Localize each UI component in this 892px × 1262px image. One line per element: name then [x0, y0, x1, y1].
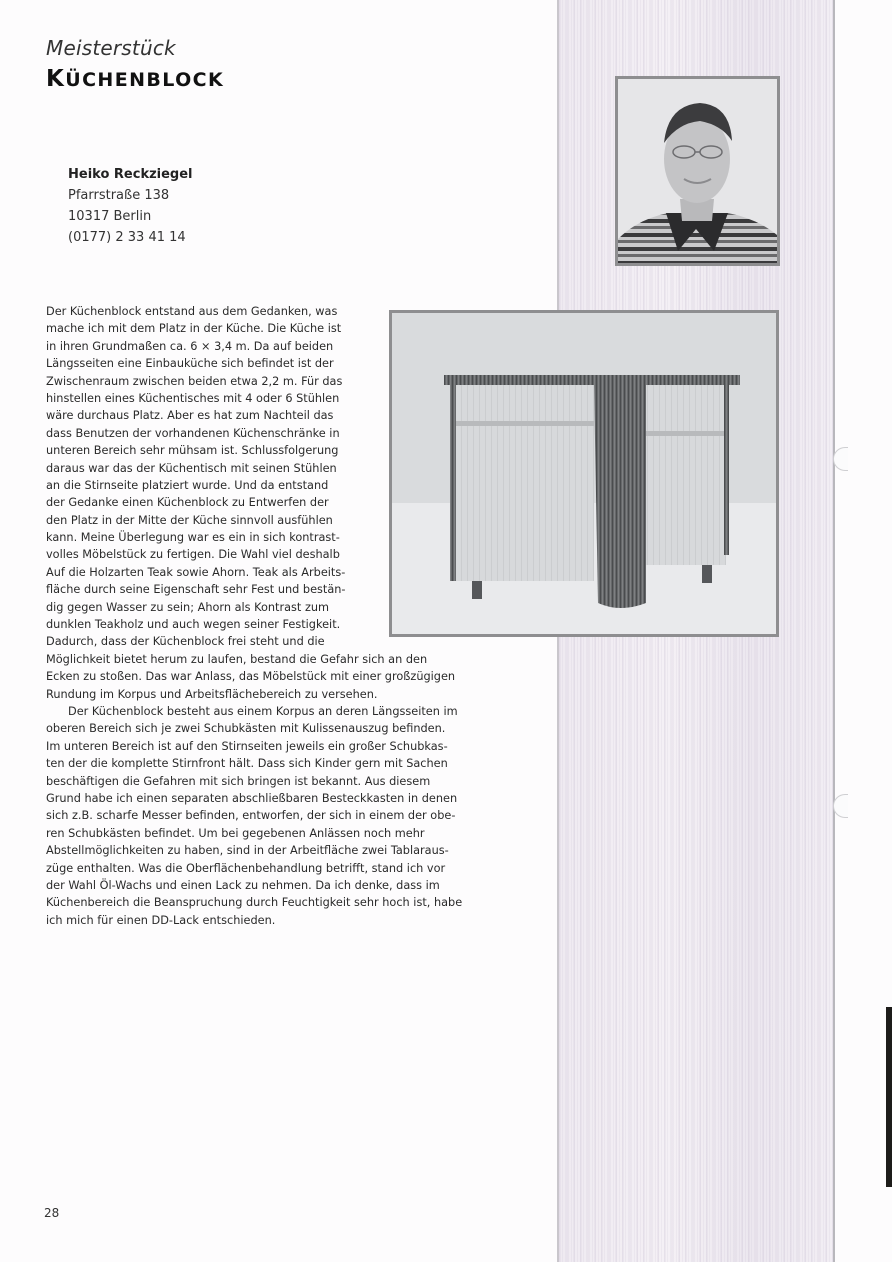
page-number: 28 — [44, 1206, 60, 1220]
body-text-line: ren Schubkästen befindet. Um bei gegebenen Anlässen noch mehr — [46, 826, 425, 840]
body-text-line: der Wahl Öl-Wachs und einen Lack zu nehmen. Da ich denke, dass im — [46, 878, 440, 892]
body-text-line: Auf die Holzarten Teak sowie Ahorn. Teak als Arbeits- — [46, 565, 346, 579]
body-text-line: beschäftigen die Gefahren mit sich bringen ist bekannt. Aus diesem — [46, 774, 431, 788]
body-text-line: kann. Meine Überlegung war es ein in sich kontrast- — [46, 531, 340, 545]
body-text-line: Abstellmöglichkeiten zu haben, sind in der Arbeitfläche zwei Tablaraus- — [46, 844, 449, 858]
body-text-line: ich mich für einen DD-Lack entschieden. — [46, 913, 276, 927]
author-phone: (0177) 2 33 41 14 — [68, 230, 186, 245]
body-text-line: Küchenbereich die Beanspruchung durch Feuchtigkeit sehr hoch ist, habe — [46, 896, 463, 910]
body-text-line: züge enthalten. Was die Oberflächenbehandlung betrifft, stand ich vor — [46, 861, 446, 875]
body-text-line: Der Küchenblock entstand aus dem Gedanken, was — [46, 305, 338, 318]
body-text-line: daraus war das der Küchentisch mit seinen Stühlen — [46, 461, 337, 475]
body-text-line: wäre durchaus Platz. Aber es hat zum Nachteil das — [46, 409, 334, 423]
body-text-line: Der Küchenblock besteht aus einem Korpus an deren Längsseiten im — [68, 704, 458, 718]
body-text-line: oberen Bereich sich je zwei Schubkästen mit Kulissenauszug befinden. — [46, 722, 446, 736]
body-text-line: dass Benutzen der vorhandenen Küchenschränke in — [46, 426, 340, 440]
article-body — [46, 303, 462, 929]
body-text-line: sich z.B. scharfe Messer befinden, entworfen, der sich in einem der obe- — [46, 809, 456, 823]
punch-hole — [833, 794, 848, 818]
author-city: 10317 Berlin — [68, 209, 152, 224]
page-title — [46, 66, 224, 92]
punch-hole — [833, 447, 848, 471]
author-street: Pfarrstraße 138 — [68, 188, 170, 203]
body-text-line: unteren Bereich sehr mühsam ist. Schlussfolgerung — [46, 444, 339, 458]
body-text-line: Im unteren Bereich ist auf den Stirnseiten jeweils ein großer Schubkas- — [46, 739, 448, 753]
body-text-line: ten der die komplette Stirnfront hält. Dass sich Kinder gern mit Sachen — [46, 757, 448, 771]
portrait-illustration — [618, 79, 777, 263]
body-text-line: den Platz in der Mitte der Küche sinnvoll ausfühlen — [46, 513, 333, 527]
author-portrait-photo — [615, 76, 780, 266]
title-initial: K — [46, 66, 66, 92]
title-rest: ÜCHENBLOCK — [65, 69, 225, 91]
body-text-line: Ecken zu stoßen. Das war Anlass, das Möbelstück mit einer großzügigen — [46, 670, 456, 684]
body-text-line: in ihren Grundmaßen ca. 6 × 3,4 m. Da auf beiden — [46, 339, 334, 353]
section-kicker: Meisterstück — [46, 36, 176, 60]
body-text-line: Dadurch, dass der Küchenblock frei steht und die — [46, 635, 325, 649]
contact-block — [68, 164, 193, 248]
body-text-line: dunklen Teakholz und auch wegen seiner Festigkeit. — [46, 618, 341, 632]
body-text-line: der Gedanke einen Küchenblock zu Entwerfen der — [46, 496, 329, 510]
body-text-line: fläche durch seine Eigenschaft sehr Fest und bestän- — [46, 583, 346, 597]
author-name: Heiko Reckziegel — [68, 167, 193, 182]
body-text-line: Längsseiten eine Einbauküche sich befindet ist der — [46, 357, 334, 371]
body-text-line: Rundung im Korpus und Arbeitsflächebereich zu versehen. — [46, 687, 378, 701]
page-edge-tab — [886, 1007, 892, 1187]
body-text-line: volles Möbelstück zu fertigen. Die Wahl viel deshalb — [46, 548, 340, 562]
body-text-line: mache ich mit dem Platz in der Küche. Die Küche ist — [46, 322, 342, 336]
body-text-line: Zwischenraum zwischen beiden etwa 2,2 m. Für das — [46, 374, 343, 388]
body-text-line: an die Stirnseite platziert wurde. Und da entstand — [46, 478, 329, 492]
body-text-line: hinstellen eines Küchentisches mit 4 oder 6 Stühlen — [46, 391, 340, 405]
body-text-line: dig gegen Wasser zu sein; Ahorn als Kontrast zum — [46, 600, 330, 614]
body-text-line: Möglichkeit bietet herum zu laufen, bestand die Gefahr sich an den — [46, 652, 428, 666]
body-text-line: Grund habe ich einen separaten abschließbaren Besteckkasten in denen — [46, 791, 458, 805]
